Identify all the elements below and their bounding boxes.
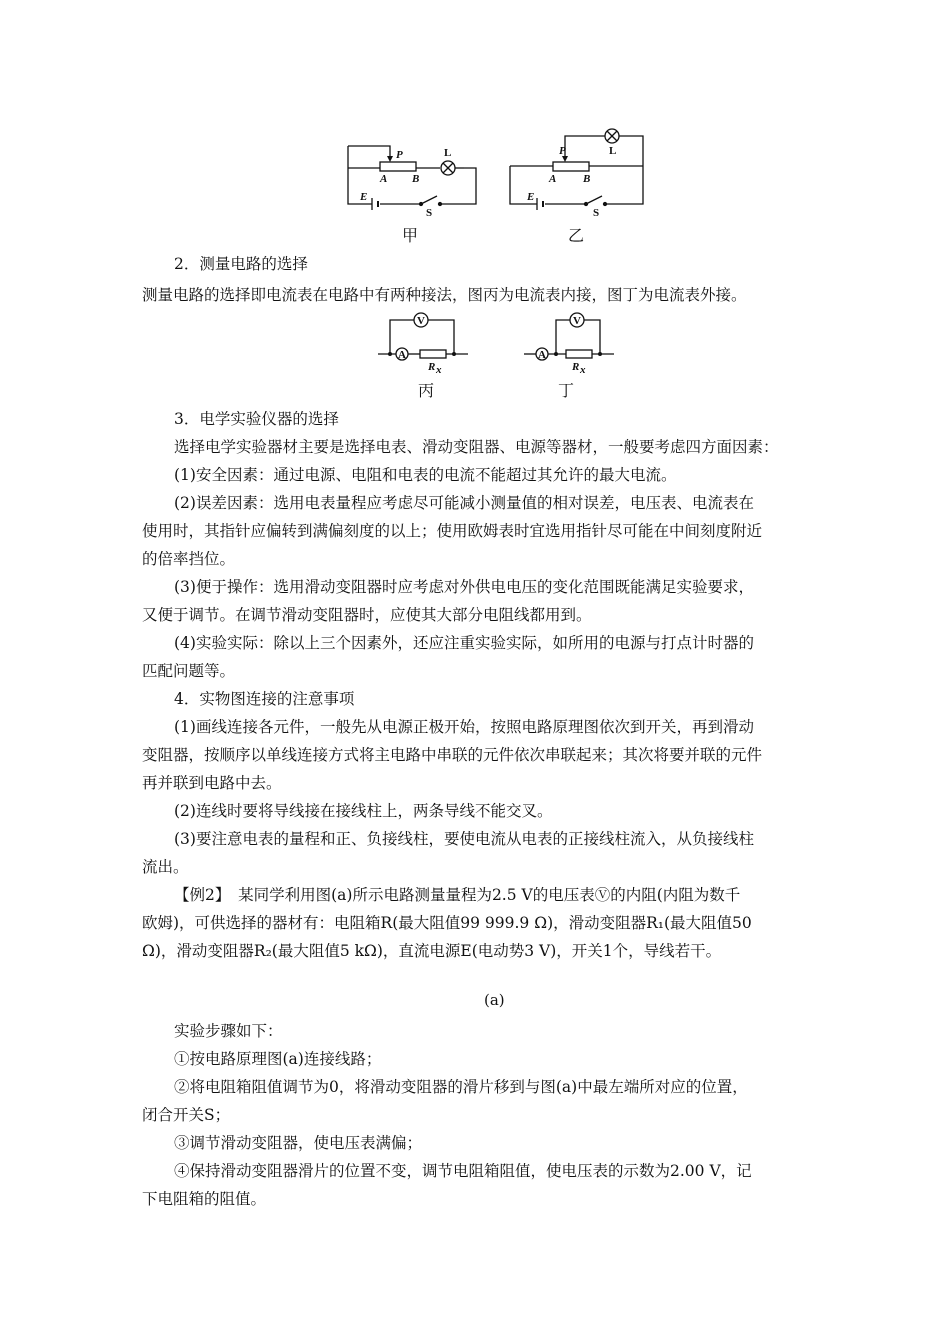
text-line: 的倍率挡位。 xyxy=(142,550,236,568)
text-line: 测量电路的选择即电流表在电路中有两种接法，图丙为电流表内接，图丁为电流表外接。 xyxy=(142,286,747,304)
text-line: (1)画线连接各元件，一般先从电源正极开始，按照电路原理图依次到开关，再到滑动 xyxy=(174,718,754,736)
step-1: ①按电路原理图(a)连接线路； xyxy=(174,1050,382,1068)
circuit-diagram-ding xyxy=(522,308,617,378)
text-line: Ω)，滑动变阻器R₂(最大阻值5 kΩ)，直流电源E(电动势3 V)，开关1个，导线若干。 xyxy=(142,942,722,960)
label-L: L xyxy=(609,145,617,157)
label-P: P xyxy=(396,149,403,161)
label-B: B xyxy=(412,173,420,185)
text-line: (2)误差因素：选用电表量程应考虑尽可能减小测量值的相对误差，电压表、电流表在 xyxy=(174,494,754,512)
text-line: (2)连线时要将导线接在接线柱上，两条导线不能交叉。 xyxy=(174,802,553,820)
label-L: L xyxy=(444,147,452,159)
label-V: V xyxy=(573,315,581,327)
text-line: 变阻器，按顺序以单线连接方式将主电路中串联的元件依次串联起来；其次将要并联的元件 xyxy=(142,746,763,764)
text-line: (4)实验实际：除以上三个因素外，还应注重实验实际，如所用的电源与打点计时器的 xyxy=(174,634,754,652)
section-heading-2: 2．测量电路的选择 xyxy=(174,255,308,273)
text-line: 欧姆)，可供选择的器材有：电阻箱R(最大阻值99 999.9 Ω)，滑动变阻器R₁(最大阻值50 xyxy=(142,914,752,932)
label-E: E xyxy=(527,191,535,203)
text-line: 使用时，其指针应偏转到满偏刻度的以上；使用欧姆表时宜选用指针尽可能在中间刻度附近 xyxy=(142,522,763,540)
label-R-subscript: x xyxy=(436,364,442,376)
example-heading-line: 【例2】 某同学利用图(a)所示电路测量量程为2.5 V的电压表Ⓥ的内阻(内阻为数千 xyxy=(174,886,741,904)
step-2: ②将电阻箱阻值调节为0，将滑动变阻器的滑片移到与图(a)中最左端所对应的位置， xyxy=(174,1078,748,1096)
circuit-bing-svg xyxy=(376,308,471,378)
text-line: 闭合开关S； xyxy=(142,1106,231,1124)
text-line: 选择电学实验器材主要是选择电表、滑动变阻器、电源等器材，一般要考虑四方面因素： xyxy=(174,438,779,456)
label-A: A xyxy=(538,349,546,361)
label-P: P xyxy=(559,145,566,157)
text-line: 再并联到电路中去。 xyxy=(142,774,282,792)
step-4: ④保持滑动变阻器滑片的位置不变，调节电阻箱阻值，使电压表的示数为2.00 V，记 xyxy=(174,1162,752,1180)
label-A: A xyxy=(398,349,406,361)
circuit-yi-svg xyxy=(505,124,650,219)
text-line: (3)要注意电表的量程和正、负接线柱，要使电流从电表的正接线柱流入，从负接线柱 xyxy=(174,830,754,848)
text-line: 下电阻箱的阻值。 xyxy=(142,1190,267,1208)
text-line: 流出。 xyxy=(142,858,189,876)
text-line: (1)安全因素：通过电源、电阻和电表的电流不能超过其允许的最大电流。 xyxy=(174,466,677,484)
figure-caption-a: (a) xyxy=(484,991,505,1009)
circuit-jia-svg xyxy=(340,138,485,218)
figure-caption-ding: 丁 xyxy=(558,381,575,400)
section-heading-4: 4．实物图连接的注意事项 xyxy=(174,690,355,708)
text-line: (3)便于操作：选用滑动变阻器时应考虑对外供电电压的变化范围既能满足实验要求， xyxy=(174,578,754,596)
label-A: A xyxy=(380,173,388,185)
circuit-diagram-jia xyxy=(340,138,485,218)
section-heading-3: 3．电学实验仪器的选择 xyxy=(174,410,339,428)
label-S: S xyxy=(593,207,600,219)
label-B: B xyxy=(583,173,591,185)
step-3: ③调节滑动变阻器，使电压表满偏； xyxy=(174,1134,423,1152)
label-V: V xyxy=(417,315,425,327)
label-R: R xyxy=(428,361,436,373)
figure-caption-yi: 乙 xyxy=(568,226,585,245)
label-S: S xyxy=(426,207,433,218)
circuit-ding-svg xyxy=(522,308,617,378)
text-line: 实验步骤如下： xyxy=(174,1022,283,1040)
label-A: A xyxy=(549,173,557,185)
text-line: 匹配问题等。 xyxy=(142,662,236,680)
figure-caption-jia: 甲 xyxy=(402,226,419,245)
label-R: R xyxy=(572,361,580,373)
circuit-diagram-yi xyxy=(505,124,650,219)
circuit-diagram-bing xyxy=(376,308,471,378)
label-R-subscript: x xyxy=(580,364,586,376)
figure-caption-bing: 丙 xyxy=(418,381,435,400)
text-line: 又便于调节。在调节滑动变阻器时，应使其大部分电阻线都用到。 xyxy=(142,606,592,624)
label-E: E xyxy=(360,191,368,203)
